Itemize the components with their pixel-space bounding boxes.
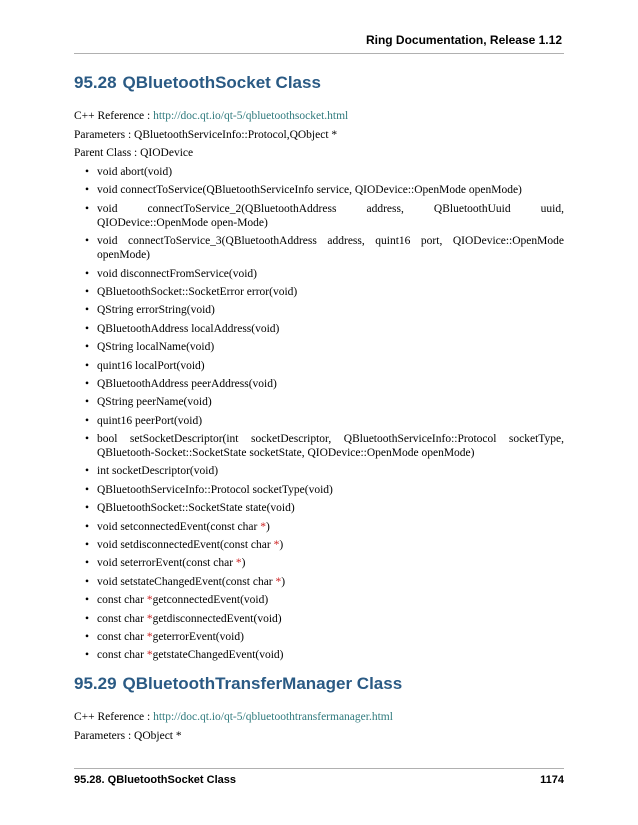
function-signature: int socketDescriptor(void) <box>97 465 219 478</box>
list-item <box>74 359 564 373</box>
function-signature: const char <box>97 594 147 607</box>
bullet-icon: • <box>85 465 90 478</box>
function-signature-tail: ) <box>279 539 284 552</box>
function-signature: const char <box>97 612 147 625</box>
list-item <box>74 501 564 515</box>
function-signature: void connectToService_2(QBluetoothAddress address, QBluetoothUuid uuid, QIODevice::OpenMode open-Mode) <box>97 202 564 229</box>
function-signature: QBluetoothServiceInfo::Protocol socketType(void) <box>97 483 333 496</box>
parent-class-line: Parent Class : QIODevice <box>74 147 194 159</box>
bullet-icon: • <box>85 502 90 515</box>
cpp-reference-line <box>74 109 348 123</box>
function-signature: bool setSocketDescriptor(int socketDescriptor, QBluetoothServiceInfo::Protocol socketType, QBluetooth-Socket::SocketState socketState, QIODevice::OpenMode openMode) <box>97 433 564 460</box>
list-item <box>74 202 564 230</box>
section-title: QBluetoothSocket Class <box>122 73 321 92</box>
function-signature-tail: getdisconnectedEvent(void) <box>152 612 282 625</box>
section-heading-qbluetoothtransfermanager <box>74 674 402 694</box>
section-number: 95.28 <box>74 73 117 92</box>
function-signature: QBluetoothAddress localAddress(void) <box>97 322 280 335</box>
bullet-icon: • <box>85 304 90 317</box>
pointer-star: * <box>146 649 153 662</box>
list-item <box>74 340 564 354</box>
section-number: 95.29 <box>74 674 117 693</box>
list-item <box>74 414 564 428</box>
function-signature-tail: ) <box>281 575 286 588</box>
list-item <box>74 483 564 497</box>
list-item <box>74 575 564 589</box>
bullet-icon: • <box>85 359 90 372</box>
function-signature: void connectToService(QBluetoothServiceInfo service, QIODevice::OpenMode openMode) <box>97 184 522 197</box>
reference-link[interactable]: http://doc.qt.io/qt-5/qbluetoothtransfermanager.html <box>153 711 393 723</box>
header-rule <box>74 53 564 54</box>
section-title: QBluetoothTransferManager Class <box>122 674 403 693</box>
list-item <box>74 556 564 570</box>
section-heading-qbluetoothsocket <box>74 73 321 93</box>
bullet-icon: • <box>85 166 90 178</box>
bullet-icon: • <box>85 520 90 533</box>
function-signature: QBluetoothAddress peerAddress(void) <box>97 377 277 390</box>
list-item <box>74 593 564 607</box>
function-signature: QBluetoothSocket::SocketError error(void) <box>97 285 298 298</box>
bullet-icon: • <box>85 267 90 280</box>
bullet-icon: • <box>85 322 90 335</box>
list-item <box>74 612 564 626</box>
list-item <box>74 285 564 299</box>
footer-rule <box>74 768 564 769</box>
function-signature: void setconnectedEvent(const char <box>97 520 261 533</box>
bullet-icon: • <box>85 612 90 625</box>
bullet-icon: • <box>85 433 90 446</box>
list-item <box>74 377 564 391</box>
pointer-star: * <box>260 520 266 533</box>
cpp-reference-line <box>74 710 393 724</box>
footer-section-title: 95.28. QBluetoothSocket Class <box>74 774 236 786</box>
function-list <box>74 165 564 667</box>
function-signature: QBluetoothSocket::SocketState state(void) <box>97 502 295 515</box>
bullet-icon: • <box>85 575 90 588</box>
function-signature: const char <box>97 649 147 662</box>
bullet-icon: • <box>85 483 90 496</box>
pointer-star: * <box>273 539 280 552</box>
bullet-icon: • <box>85 285 90 298</box>
function-signature: quint16 peerPort(void) <box>97 414 203 427</box>
list-item <box>74 322 564 336</box>
list-item <box>74 520 564 534</box>
bullet-icon: • <box>85 396 90 409</box>
bullet-icon: • <box>85 630 90 643</box>
function-signature-tail: ) <box>265 520 270 533</box>
list-item <box>74 267 564 281</box>
parameters-line: Parameters : QObject * <box>74 730 182 742</box>
function-signature: void connectToService_3(QBluetoothAddress address, quint16 port, QIODevice::OpenMode openMode) <box>97 235 564 262</box>
running-header-title: Ring Documentation, Release 1.12 <box>365 33 562 47</box>
bullet-icon: • <box>85 341 90 354</box>
bullet-icon: • <box>85 414 90 427</box>
bullet-icon: • <box>85 202 90 215</box>
function-signature-tail: ) <box>241 557 246 570</box>
list-item <box>74 538 564 552</box>
list-item <box>74 234 564 262</box>
function-signature: QString errorString(void) <box>97 304 215 317</box>
bullet-icon: • <box>85 235 90 248</box>
function-signature-tail: geterrorEvent(void) <box>152 630 244 643</box>
bullet-icon: • <box>85 539 90 552</box>
function-signature: const char <box>97 630 147 643</box>
list-item <box>74 630 564 644</box>
function-signature: void disconnectFromService(void) <box>97 267 258 280</box>
pointer-star: * <box>275 575 282 588</box>
bullet-icon: • <box>85 649 90 662</box>
bullet-icon: • <box>85 557 90 570</box>
pointer-star: * <box>146 612 153 625</box>
list-item <box>74 648 564 662</box>
list-item <box>74 303 564 317</box>
footer-page-number: 1174 <box>540 774 564 786</box>
parameters-line: Parameters : QBluetoothServiceInfo::Protocol,QObject * <box>74 129 338 141</box>
reference-link[interactable]: http://doc.qt.io/qt-5/qbluetoothsocket.html <box>153 110 349 122</box>
list-item <box>74 432 564 460</box>
pointer-star: * <box>146 594 153 607</box>
list-item <box>74 464 564 478</box>
reference-label: C++ Reference : <box>74 110 154 122</box>
list-item <box>74 183 564 197</box>
bullet-icon: • <box>85 184 90 197</box>
function-signature-tail: getstateChangedEvent(void) <box>152 649 284 662</box>
bullet-icon: • <box>85 377 90 390</box>
function-signature: QString localName(void) <box>97 341 215 354</box>
function-signature: void setdisconnectedEvent(const char <box>97 539 274 552</box>
pointer-star: * <box>146 630 153 643</box>
reference-label: C++ Reference : <box>74 711 154 723</box>
function-signature-tail: getconnectedEvent(void) <box>152 594 269 607</box>
function-signature: void seterrorEvent(const char <box>97 557 236 570</box>
function-signature: void abort(void) <box>97 166 173 178</box>
bullet-icon: • <box>85 594 90 607</box>
pointer-star: * <box>235 557 242 570</box>
function-signature: QString peerName(void) <box>97 396 212 409</box>
function-signature: quint16 localPort(void) <box>97 359 205 372</box>
list-item <box>74 395 564 409</box>
list-item <box>74 165 564 179</box>
function-signature: void setstateChangedEvent(const char <box>97 575 276 588</box>
